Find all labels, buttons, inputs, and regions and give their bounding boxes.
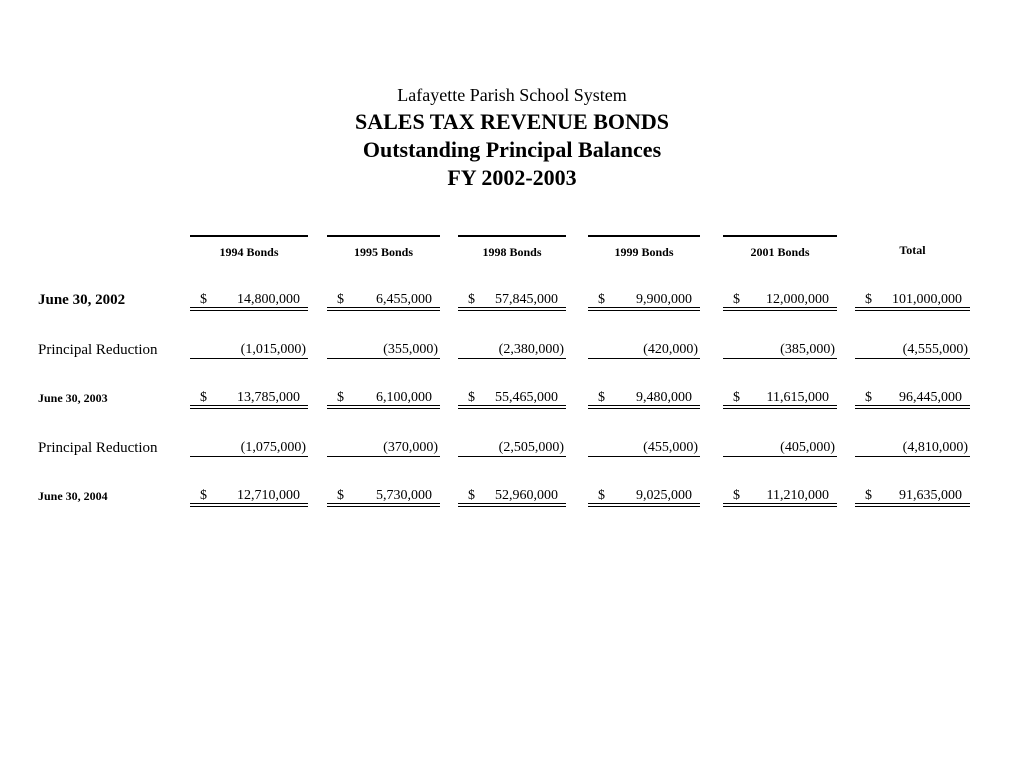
cell-value: (1,075,000): [240, 440, 306, 455]
row-label-principal-reduction-2003: Principal Reduction: [38, 342, 158, 358]
cell-reduction-2003-1999-bonds: [588, 342, 700, 359]
cell-reduction-2003-1994-bonds: [190, 342, 308, 359]
cell-2002-1995-bonds: [327, 292, 440, 311]
cell-value: 96,445,000: [899, 390, 962, 405]
cell-2003-1999-bonds: [588, 390, 700, 409]
currency-symbol: $: [200, 390, 207, 405]
cell-reduction-2004-total: [855, 440, 970, 457]
column-header-2001-bonds: 2001 Bonds: [723, 235, 837, 259]
cell-2003-1998-bonds: [458, 390, 566, 409]
cell-reduction-2003-total: [855, 342, 970, 359]
cell-2003-1995-bonds: [327, 390, 440, 409]
cell-value: (385,000): [780, 342, 835, 357]
column-header-1995-bonds: 1995 Bonds: [327, 235, 440, 259]
cell-value: (1,015,000): [240, 342, 306, 357]
cell-reduction-2004-1994-bonds: [190, 440, 308, 457]
cell-value: (4,810,000): [902, 440, 968, 455]
currency-symbol: $: [468, 390, 475, 405]
cell-2003-1994-bonds: [190, 390, 308, 409]
cell-value: 57,845,000: [495, 292, 558, 307]
currency-symbol: $: [200, 292, 207, 307]
currency-symbol: $: [468, 488, 475, 503]
currency-symbol: $: [337, 488, 344, 503]
cell-2003-total: [855, 390, 970, 409]
cell-value: 12,000,000: [766, 292, 829, 307]
cell-reduction-2004-1999-bonds: [588, 440, 700, 457]
cell-value: 91,635,000: [899, 488, 962, 503]
currency-symbol: $: [733, 488, 740, 503]
cell-value: (2,380,000): [498, 342, 564, 357]
currency-symbol: $: [598, 390, 605, 405]
row-label-principal-reduction-2004: Principal Reduction: [38, 440, 158, 456]
currency-symbol: $: [598, 292, 605, 307]
cell-reduction-2004-1995-bonds: [327, 440, 440, 457]
cell-value: (405,000): [780, 440, 835, 455]
cell-value: 101,000,000: [892, 292, 962, 307]
cell-value: (4,555,000): [902, 342, 968, 357]
cell-value: 11,210,000: [766, 488, 829, 503]
report-title: SALES TAX REVENUE BONDS: [355, 109, 669, 134]
cell-2004-1994-bonds: [190, 488, 308, 507]
cell-value: 9,480,000: [636, 390, 692, 405]
cell-2004-1995-bonds: [327, 488, 440, 507]
cell-2002-1998-bonds: [458, 292, 566, 311]
cell-value: (420,000): [643, 342, 698, 357]
currency-symbol: $: [865, 390, 872, 405]
cell-reduction-2004-2001-bonds: [723, 440, 837, 457]
cell-value: (2,505,000): [498, 440, 564, 455]
report-subtitle: Outstanding Principal Balances: [362, 137, 662, 162]
currency-symbol: $: [200, 488, 207, 503]
cell-2002-total: [855, 292, 970, 311]
cell-value: 55,465,000: [495, 390, 558, 405]
column-header-1998-bonds: 1998 Bonds: [458, 235, 566, 259]
currency-symbol: $: [468, 292, 475, 307]
cell-value: 13,785,000: [237, 390, 300, 405]
currency-symbol: $: [598, 488, 605, 503]
cell-reduction-2003-1995-bonds: [327, 342, 440, 359]
cell-2004-1999-bonds: [588, 488, 700, 507]
cell-2004-total: [855, 488, 970, 507]
cell-value: 9,900,000: [636, 292, 692, 307]
cell-reduction-2003-1998-bonds: [458, 342, 566, 359]
cell-value: (455,000): [643, 440, 698, 455]
cell-value: 52,960,000: [495, 488, 558, 503]
cell-value: 14,800,000: [237, 292, 300, 307]
cell-2004-1998-bonds: [458, 488, 566, 507]
cell-2002-1994-bonds: [190, 292, 308, 311]
currency-symbol: $: [733, 390, 740, 405]
organization-name: Lafayette Parish School System: [397, 85, 627, 105]
cell-2002-2001-bonds: [723, 292, 837, 311]
cell-value: 5,730,000: [376, 488, 432, 503]
cell-value: (370,000): [383, 440, 438, 455]
column-header-total: Total: [899, 243, 926, 257]
currency-symbol: $: [865, 292, 872, 307]
currency-symbol: $: [337, 390, 344, 405]
cell-value: (355,000): [383, 342, 438, 357]
cell-value: 9,025,000: [636, 488, 692, 503]
cell-2004-2001-bonds: [723, 488, 837, 507]
currency-symbol: $: [865, 488, 872, 503]
cell-value: 6,455,000: [376, 292, 432, 307]
cell-2002-1999-bonds: [588, 292, 700, 311]
row-label-june-30-2004: June 30, 2004: [38, 489, 108, 503]
cell-value: 6,100,000: [376, 390, 432, 405]
cell-reduction-2003-2001-bonds: [723, 342, 837, 359]
cell-value: 12,710,000: [237, 488, 300, 503]
currency-symbol: $: [733, 292, 740, 307]
row-label-june-30-2002: June 30, 2002: [38, 292, 126, 308]
column-header-1999-bonds: 1999 Bonds: [588, 235, 700, 259]
cell-2003-2001-bonds: [723, 390, 837, 409]
cell-value: 11,615,000: [766, 390, 829, 405]
report-period: FY 2002-2003: [447, 165, 577, 190]
column-header-1994-bonds: 1994 Bonds: [190, 235, 308, 259]
cell-reduction-2004-1998-bonds: [458, 440, 566, 457]
currency-symbol: $: [337, 292, 344, 307]
row-label-june-30-2003: June 30, 2003: [38, 391, 108, 405]
